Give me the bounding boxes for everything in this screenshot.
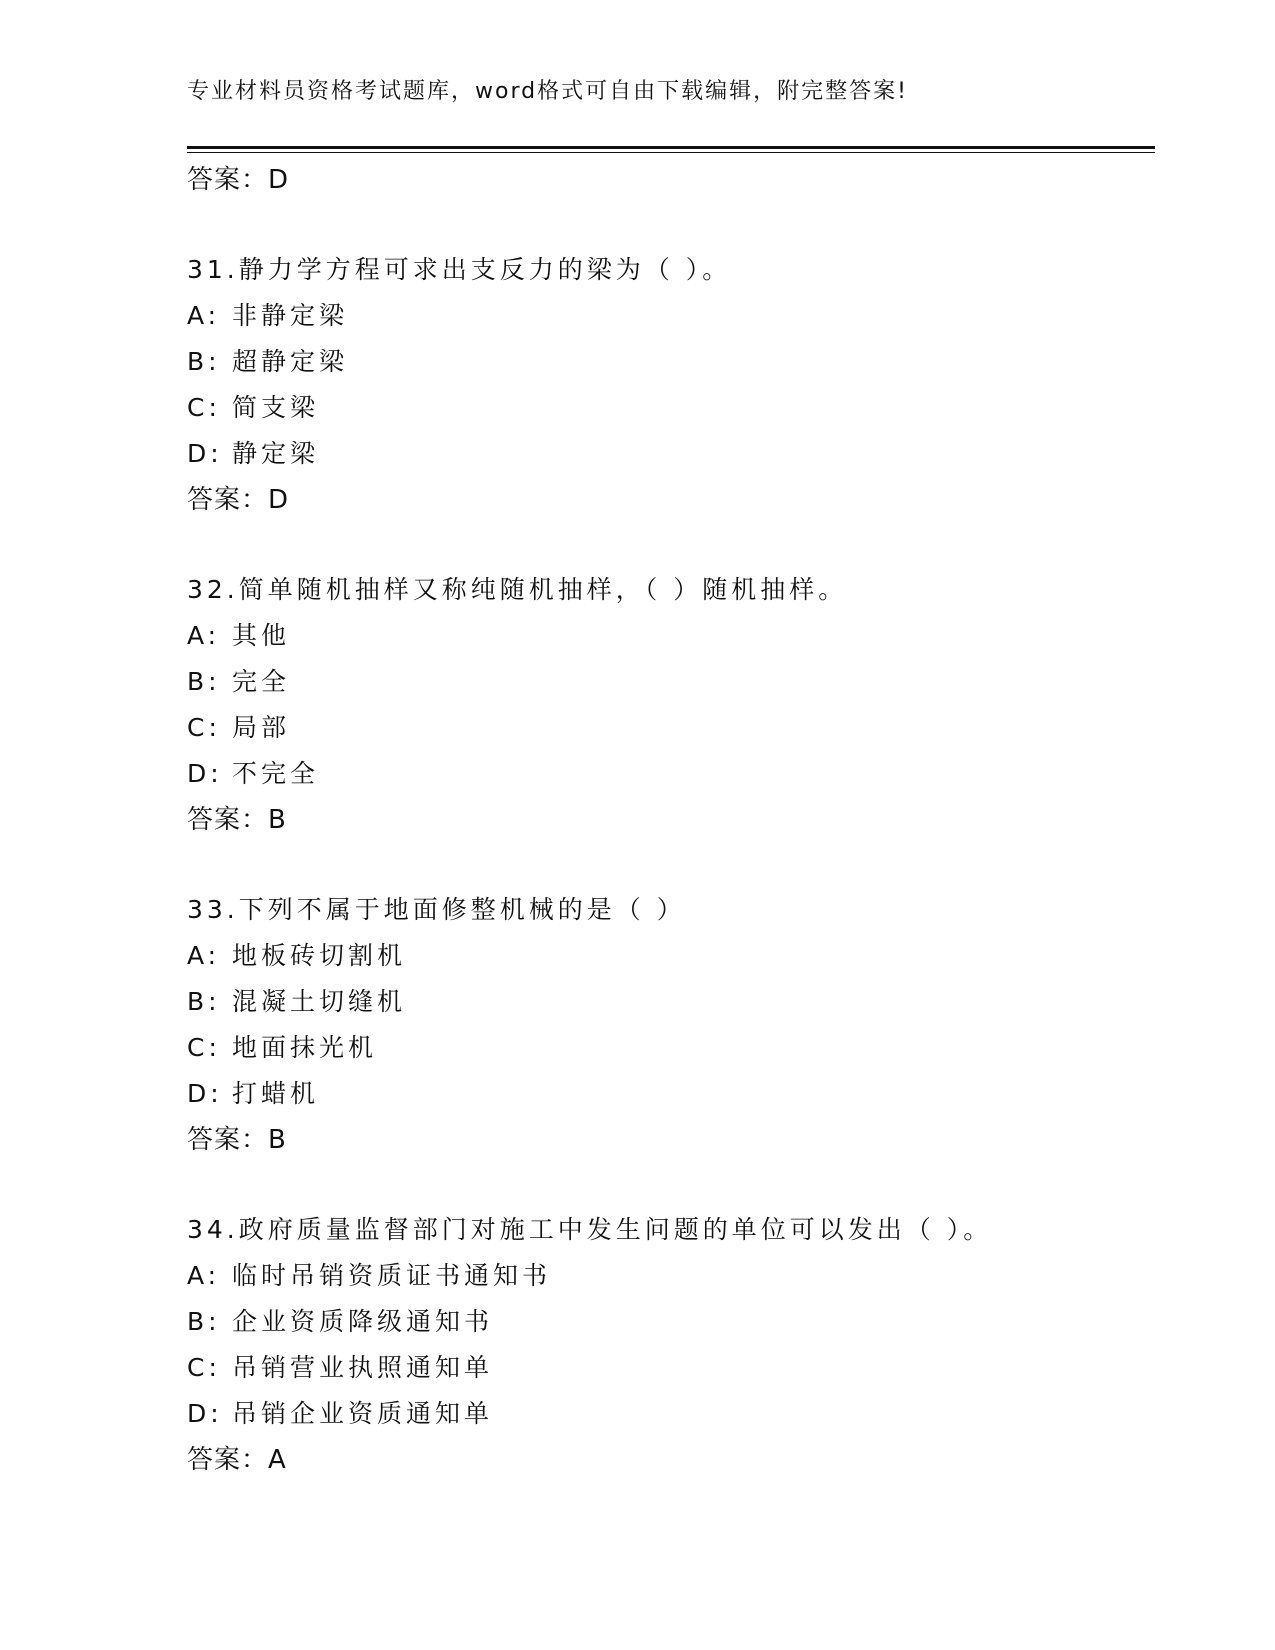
option-b <box>187 659 1155 705</box>
option-key: B: <box>187 347 221 376</box>
option-text: 简支梁 <box>232 393 320 422</box>
option-text: 吊销营业执照通知单 <box>232 1353 494 1382</box>
option-key: B: <box>187 987 221 1016</box>
question-block <box>187 567 1155 843</box>
option-key: C: <box>187 1033 221 1062</box>
option-text: 临时吊销资质证书通知书 <box>232 1261 552 1290</box>
option-a <box>187 1253 1155 1299</box>
option-d <box>187 1071 1155 1117</box>
option-text: 局部 <box>232 713 291 742</box>
option-key: D: <box>187 1079 223 1108</box>
option-text: 静定梁 <box>232 439 320 468</box>
option-key: C: <box>187 713 221 742</box>
option-b <box>187 339 1155 385</box>
option-key: B: <box>187 1307 221 1336</box>
question-stem: 31.静力学方程可求出支反力的梁为（ ）。 <box>187 255 732 284</box>
option-text: 地面抹光机 <box>232 1033 378 1062</box>
question-stem: 32.简单随机抽样又称纯随机抽样，（ ）随机抽样。 <box>187 575 848 604</box>
answer-line: 答案：B <box>187 805 287 835</box>
question-stem: 33.下列不属于地面修整机械的是（ ） <box>187 895 686 924</box>
option-key: A: <box>187 941 221 970</box>
option-text: 完全 <box>232 667 291 696</box>
option-c <box>187 705 1155 751</box>
option-text: 混凝土切缝机 <box>232 987 407 1016</box>
question-block <box>187 887 1155 1163</box>
option-text: 超静定梁 <box>232 347 349 376</box>
option-text: 其他 <box>232 621 291 650</box>
option-text: 地板砖切割机 <box>232 941 407 970</box>
option-key: D: <box>187 759 223 788</box>
option-d <box>187 431 1155 477</box>
option-d <box>187 751 1155 797</box>
option-key: D: <box>187 439 223 468</box>
option-text: 不完全 <box>232 759 320 788</box>
option-key: A: <box>187 301 221 330</box>
previous-answer: 答案：D <box>187 165 290 195</box>
option-key: A: <box>187 621 221 650</box>
option-key: A: <box>187 1261 221 1290</box>
option-key: D: <box>187 1399 223 1428</box>
answer-line: 答案：D <box>187 485 290 515</box>
question-block <box>187 1207 1155 1483</box>
option-c <box>187 1345 1155 1391</box>
answer-line: 答案：A <box>187 1445 287 1475</box>
option-text: 非静定梁 <box>232 301 349 330</box>
option-a <box>187 933 1155 979</box>
header-divider <box>187 146 1155 153</box>
option-d <box>187 1391 1155 1437</box>
option-b <box>187 1299 1155 1345</box>
option-text: 打蜡机 <box>232 1079 320 1108</box>
option-a <box>187 613 1155 659</box>
option-b <box>187 979 1155 1025</box>
page-header: 专业材料员资格考试题库，word格式可自由下载编辑，附完整答案! <box>187 79 908 104</box>
question-stem: 34.政府质量监督部门对施工中发生问题的单位可以发出（ ）。 <box>187 1215 993 1244</box>
option-c <box>187 1025 1155 1071</box>
option-key: C: <box>187 1353 221 1382</box>
option-key: B: <box>187 667 221 696</box>
option-c <box>187 385 1155 431</box>
answer-line: 答案：B <box>187 1125 287 1155</box>
option-text: 吊销企业资质通知单 <box>232 1399 494 1428</box>
option-key: C: <box>187 393 221 422</box>
question-list <box>187 157 1155 1483</box>
option-a <box>187 293 1155 339</box>
question-block <box>187 247 1155 523</box>
option-text: 企业资质降级通知书 <box>232 1307 494 1336</box>
